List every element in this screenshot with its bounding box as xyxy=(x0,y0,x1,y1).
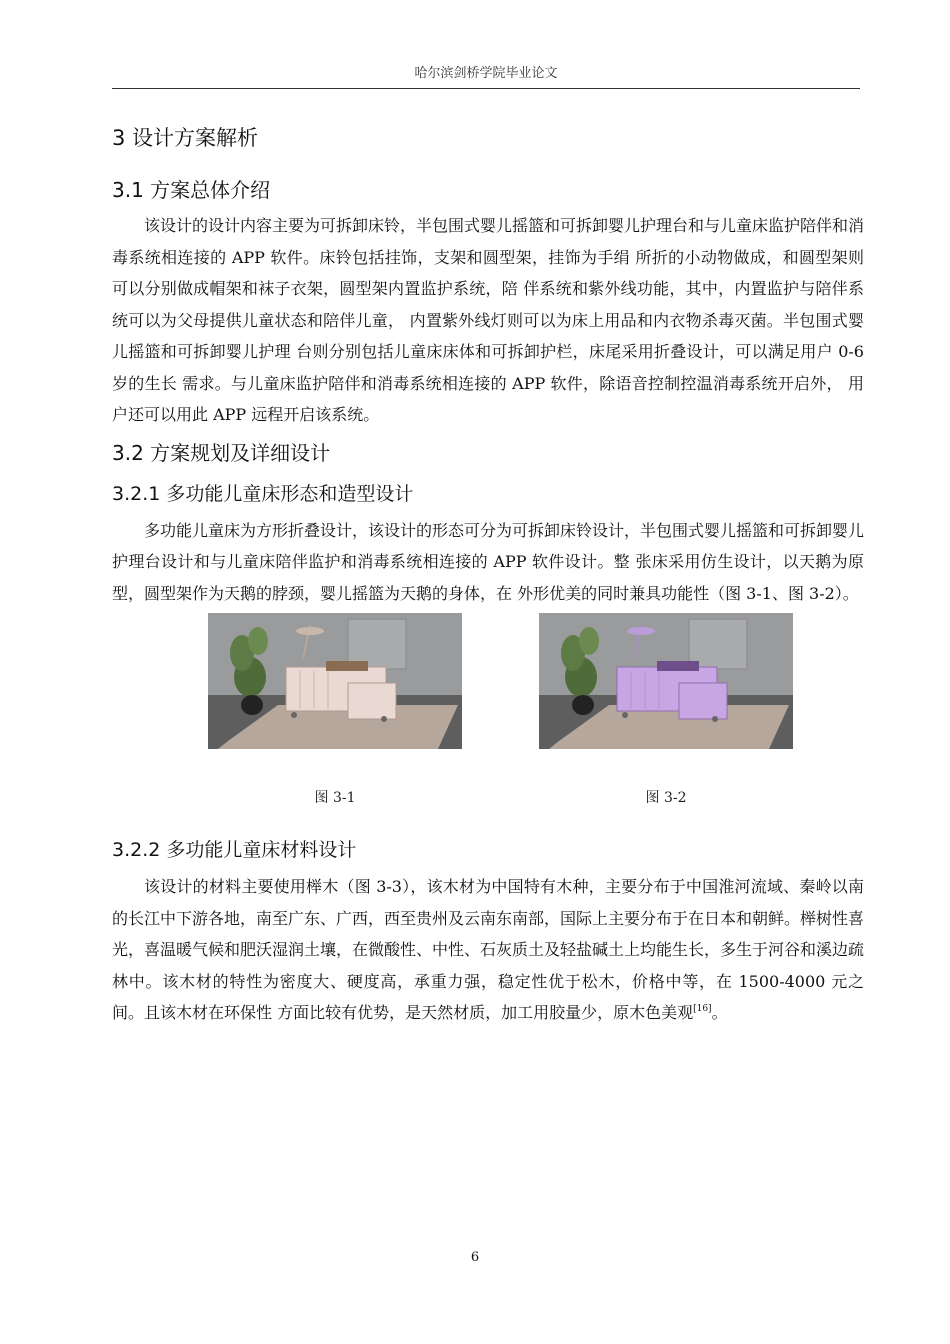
section-title-3-1: 3.1 方案总体介绍 xyxy=(112,178,271,202)
citation-ref[interactable]: [16] xyxy=(693,1004,712,1014)
figure-caption: 图 3-1 xyxy=(314,790,356,806)
chapter-title: 3 设计方案解析 xyxy=(112,126,259,150)
crib-render-image xyxy=(208,613,462,749)
figure-3-2 xyxy=(539,613,793,806)
paragraph-text: 该设计的材料主要使用榉木（图 3-3），该木材为中国特有木种，主要分布于中国淮河流域、秦岭以南的长江中下游各地，南至广东、广西，西至贵州及云南东南部，国际上主要分布于在日本和朝鲜。榉树性喜光，喜温暖气候和肥沃湿润土壤，在微酸性、中性、石灰质土及轻盐碱土上均能生长，多生于河谷和溪边疏林中。该木材的特性为密度大、硬度高，承重力强，稳定性优于松木，价格中等，在 1500-4000 元之间。且该木材在环保性 方面比较有优势，是天然材质，加工用胶量少，原木色美观 xyxy=(112,877,865,1022)
page-content xyxy=(112,118,864,1029)
subsection-title-3-2-1: 3.2.1 多功能儿童床形态和造型设计 xyxy=(112,482,414,505)
figure-row xyxy=(112,613,864,829)
page-number: 6 xyxy=(470,1250,480,1265)
paragraph-end: 。 xyxy=(711,1003,728,1022)
running-header: 哈尔滨剑桥学院毕业论文 xyxy=(414,66,558,81)
figure-caption: 图 3-2 xyxy=(645,790,687,806)
section-title-3-2: 3.2 方案规划及详细设计 xyxy=(112,440,331,465)
figure-3-1 xyxy=(208,613,462,806)
paragraph-3-2-1: 多功能儿童床为方形折叠设计，该设计的形态可分为可拆卸床铃设计，半包围式婴儿摇篮和可拆卸婴儿护理台设计和与儿童床陪伴监护和消毒系统相连接的 APP 软件设计。整 张床采用仿生设计，以天鹅为原型，圆型架作为天鹅的脖颈，婴儿摇篮为天鹅的身体，在 外形优美的同时兼具功能性（图 3-1、图 3-2）。 xyxy=(112,520,865,603)
paragraph-3-1: 该设计的设计内容主要为可拆卸床铃，半包围式婴儿摇篮和可拆卸婴儿护理台和与儿童床监护陪伴和消毒系统相连接的 APP 软件。床铃包括挂饰，支架和圆型架，挂饰为手绢 所折的小动物做成，和圆型架则可以分别做成帽架和袜子衣架，圆型架内置监护系统，陪 伴系统和紫外线功能，其中，内置监护与陪伴系统可以为父母提供儿童状态和陪伴儿童， 内置紫外线灯则可以为床上用品和内衣物杀毒灭菌。半包围式婴儿摇篮和可拆卸婴儿护理 台则分别包括儿童床床体和可拆卸护栏，床尾采用折叠设计，可以满足用户 0-6 岁的生长 需求。与儿童床监护陪伴和消毒系统相连接的 APP 软件，除语音控制控温消毒系统开启外， 用户还可以用此 APP 远程开启该系统。 xyxy=(112,216,865,424)
subsection-title-3-2-2: 3.2.2 多功能儿童床材料设计 xyxy=(112,839,357,861)
paragraph-3-2-2 xyxy=(112,871,864,1029)
crib-render-image xyxy=(539,613,793,749)
header-rule xyxy=(112,88,860,89)
